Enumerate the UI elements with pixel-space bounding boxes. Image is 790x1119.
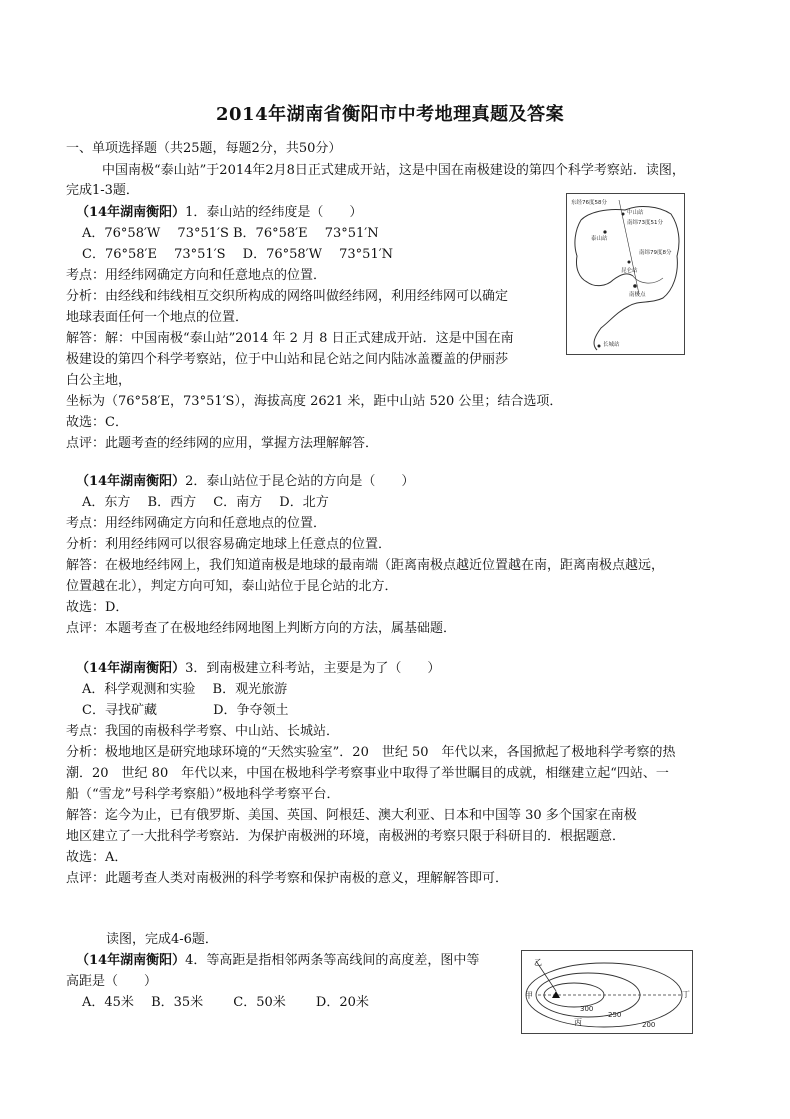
question-tag: （14年湖南衡阳） xyxy=(76,661,186,676)
intro-text-2: 读图，完成4-6题． xyxy=(106,932,218,947)
q3-jieda-cont: 地区建立了一大批科学考察站．为保护南极洲的环境，南极洲的考察只限于科研目的．根据题意． xyxy=(66,829,626,844)
question-4 xyxy=(76,952,479,970)
q4-options: A．45米 B．35米 C．50米 D．20米 xyxy=(82,995,369,1010)
map-label-zhongshan: 中山站 xyxy=(627,210,644,216)
question-stem: 2．泰山站位于昆仑站的方向是（ ） xyxy=(185,474,415,489)
question-3 xyxy=(76,660,440,678)
q3-answer: 故选：A． xyxy=(66,850,128,865)
q2-fenxi: 分析：利用经纬网可以很容易确定地球上任意点的位置． xyxy=(66,537,392,552)
contour-map xyxy=(521,950,693,1034)
question-stem: 1．泰山站的经纬度是（ ） xyxy=(185,205,363,220)
q1-jieda: 解答：解：中国南极“泰山站”2014 年 2 月 8 日正式建成开站．这是中国在南 xyxy=(66,331,514,346)
q3-kaodian: 考点：我国的南极科学考察、中山站、长城站． xyxy=(66,724,340,739)
q1-kaodian: 考点：用经纬网确定方向和任意地点的位置． xyxy=(66,268,327,283)
ice-shelf-outline xyxy=(633,276,663,283)
question-2 xyxy=(76,473,414,491)
q1-jieda-cont2: 白公主地， xyxy=(66,373,132,388)
q1-fenxi-cont: 地球表面任何一个地点的位置． xyxy=(66,310,249,325)
antarctica-map xyxy=(566,193,685,355)
contour-map-figure xyxy=(522,951,692,1033)
map-label-changcheng: 长城站 xyxy=(603,342,620,348)
q1-answer: 故选：C． xyxy=(66,415,128,430)
map-label-lat-79: 南纬79度8分 xyxy=(639,250,672,256)
q3-options-cd: C．寻找矿藏 D．争夺领土 xyxy=(82,703,289,718)
q2-dianping: 点评：本题考查了在极地经纬网地图上判断方向的方法，属基础题． xyxy=(66,621,457,636)
q1-options-ab: A．76°58′W 73°51′S B．76°58′E 73°51′N xyxy=(82,226,379,241)
q3-dianping: 点评：此题考查人类对南极洲的科学考察和保护南极的意义，理解解答即可． xyxy=(66,871,509,886)
taishan-station-dot xyxy=(603,230,606,233)
q2-answer: 故选：D． xyxy=(66,600,129,615)
q3-fenxi: 分析：极地地区是研究地球环境的“天然实验室”．20 世纪 50 年代以来，各国掀起了极地科学考察的热 xyxy=(66,745,676,760)
contour-label-250: 250 xyxy=(608,1011,622,1019)
intro-text-cont: 完成1-3题． xyxy=(66,183,139,198)
map-label-south-pole: 南极点 xyxy=(629,292,646,298)
changcheng-station-dot xyxy=(598,345,601,348)
contour-label-ding: 丁 xyxy=(682,990,690,999)
contour-label-300: 300 xyxy=(580,1005,594,1013)
q3-options-ab: A．科学观测和实验 B．观光旅游 xyxy=(82,682,288,697)
question-stem: 3．到南极建立科考站，主要是为了（ ） xyxy=(185,661,441,676)
antarctica-outline xyxy=(575,207,679,350)
question-stem: 4．等高距是指相邻两条等高线间的高度差，图中等 xyxy=(185,953,480,968)
page-title: 2014年湖南省衡阳市中考地理真题及答案 xyxy=(216,104,565,125)
map-label-taishan: 泰山站 xyxy=(591,236,608,242)
q2-jieda-cont: 位置越在北），判定方向可知，泰山站位于昆仑站的北方． xyxy=(66,579,398,594)
q3-fenxi-cont2: 船（“雪龙”号科学考察船）”极地科学考察平台． xyxy=(66,787,340,802)
section-heading: 一、单项选择题（共25题，每题2分，共50分） xyxy=(66,141,342,156)
map-label-lat-73: 南纬73度51分 xyxy=(627,220,663,226)
contour-label-bing: 丙 xyxy=(574,1018,582,1027)
summit-triangle xyxy=(552,991,560,998)
q2-kaodian: 考点：用经纬网确定方向和任意地点的位置． xyxy=(66,516,327,531)
south-pole-dot xyxy=(633,284,637,288)
q1-fenxi: 分析：由经线和纬线相互交织所构成的网络叫做经纬网，利用经纬网可以确定 xyxy=(66,289,509,304)
antarctica-map-figure xyxy=(567,194,684,354)
q3-fenxi-cont: 潮．20 世纪 80 年代以来，中国在极地科学考察事业中取得了举世瞩目的成就，相继建立起“四站、一 xyxy=(66,766,669,781)
q2-options: A．东方 B．西方 C．南方 D．北方 xyxy=(82,495,329,510)
map-label-kunlun: 昆仑站 xyxy=(621,268,638,274)
q4-stem-cont: 高距是（ ） xyxy=(66,974,158,989)
kunlun-station-dot xyxy=(628,261,631,264)
q1-options-cd: C．76°58′E 73°51′S D．76°58′W 73°51′N xyxy=(82,247,394,262)
contour-label-yi: 乙 xyxy=(534,958,542,967)
q1-jieda-cont: 极建设的第四个科学考察站，位于中山站和昆仑站之间内陆冰盖覆盖的伊丽莎 xyxy=(66,352,509,367)
q1-dianping: 点评：此题考查的经纬网的应用，掌握方法理解解答． xyxy=(66,436,379,451)
contour-label-jia: 甲 xyxy=(525,991,533,1000)
zhongshan-station-dot xyxy=(622,213,625,216)
question-tag: （14年湖南衡阳） xyxy=(76,474,186,489)
question-tag: （14年湖南衡阳） xyxy=(76,205,186,220)
q3-jieda: 解答：迄今为止，已有俄罗斯、美国、英国、阿根廷、澳大利亚、日本和中国等 30 多个国家在南极 xyxy=(66,808,637,823)
question-tag: （14年湖南衡阳） xyxy=(76,953,186,968)
q1-jieda-coords: 坐标为（76°58′E，73°51′S），海拔高度 2621 米，距中山站 520 公里；结合选项． xyxy=(66,394,563,409)
intro-text: 中国南极“泰山站”于2014年2月8日正式建成开站，这是中国在南极建设的第四个科学考察站．读图， xyxy=(102,163,685,178)
map-label-meridian: 东经76度58分 xyxy=(571,200,607,206)
q2-jieda: 解答：在极地经纬网上，我们知道南极是地球的最南端（距离南极点越近位置越在南，距离南极点越远， xyxy=(66,558,665,573)
contour-label-200: 200 xyxy=(642,1021,656,1029)
question-1 xyxy=(76,204,362,222)
